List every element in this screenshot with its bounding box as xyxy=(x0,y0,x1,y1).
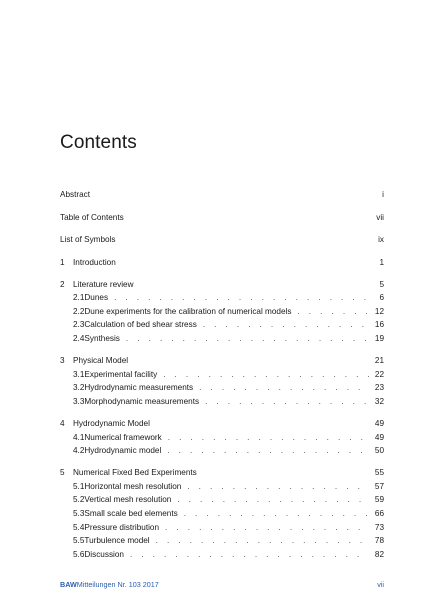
toc-section-label: Horizontal mesh resolution xyxy=(84,481,182,491)
toc-section-entry[interactable] xyxy=(60,332,384,345)
toc-gap xyxy=(60,458,384,467)
toc-front-matter-entry[interactable] xyxy=(60,188,384,201)
toc-dot-leader xyxy=(163,368,369,381)
toc-dot-leader xyxy=(187,480,369,493)
toc-section-label: Morphodynamic measurements xyxy=(84,396,200,406)
toc-section-page: 59 xyxy=(374,495,384,505)
toc-dot-leader xyxy=(184,507,369,520)
toc-section-page: 32 xyxy=(374,396,384,406)
toc-chapter-number: 5 xyxy=(60,468,65,478)
toc-front-matter-entry[interactable] xyxy=(60,211,384,224)
toc-section-number: 5.5 xyxy=(73,536,85,546)
toc-section-label: Discussion xyxy=(84,549,124,559)
toc-entry-page: i xyxy=(382,190,384,199)
toc-section-entry[interactable] xyxy=(60,548,384,561)
toc-entry-label: List of Symbols xyxy=(60,235,116,244)
toc-section-number: 3.1 xyxy=(73,369,85,379)
toc-section-label: Experimental facility xyxy=(84,369,158,379)
toc-section-page: 22 xyxy=(374,369,384,379)
toc-gap xyxy=(60,246,384,256)
toc-section-entry[interactable] xyxy=(60,368,384,381)
toc-section-label: Numerical framework xyxy=(84,432,162,442)
toc-chapter-label: Physical Model xyxy=(73,356,129,366)
toc-section-entry[interactable] xyxy=(60,507,384,520)
toc-section-number: 2.3 xyxy=(73,320,85,330)
toc-chapter-page: 5 xyxy=(379,279,384,289)
toc-chapter-entry[interactable] xyxy=(60,278,384,291)
toc-dot-leader xyxy=(177,493,369,506)
toc-section-entry[interactable] xyxy=(60,493,384,506)
toc-chapter-entry[interactable] xyxy=(60,466,384,479)
toc-dot-leader xyxy=(167,444,369,457)
toc-front-matter-entry[interactable] xyxy=(60,233,384,246)
footer-brand: BAW xyxy=(60,580,77,589)
toc-section-entry[interactable] xyxy=(60,480,384,493)
toc-entry-page: vii xyxy=(376,212,384,222)
toc-chapter-label: Introduction xyxy=(73,257,116,267)
page-title: Contents xyxy=(60,132,137,153)
toc-section-entry[interactable] xyxy=(60,305,384,318)
toc-section-page: 66 xyxy=(374,509,384,518)
toc-section-page: 57 xyxy=(374,481,384,491)
toc-section-entry[interactable] xyxy=(60,521,384,534)
toc-gap xyxy=(60,201,384,211)
toc-section-label: Dune experiments for the calibration of numerical models xyxy=(84,306,292,316)
toc-section-number: 5.2 xyxy=(73,495,85,505)
toc-chapter-number: 1 xyxy=(60,257,65,267)
toc-section-label: Synthesis xyxy=(84,333,120,343)
footer-page-number: vii xyxy=(377,580,384,589)
toc-dot-leader xyxy=(297,305,368,318)
toc-section-number: 5.4 xyxy=(73,522,85,532)
toc-chapter-page: 49 xyxy=(374,418,384,428)
toc-section-entry[interactable] xyxy=(60,534,384,547)
toc-section-label: Hydrodynamic model xyxy=(84,446,162,456)
toc-dot-leader xyxy=(114,291,373,304)
toc-gap xyxy=(60,408,384,417)
toc-chapter-label: Literature review xyxy=(73,279,134,289)
toc-section-number: 2.2 xyxy=(73,306,85,316)
toc-section-page: 16 xyxy=(374,320,384,330)
toc-section-page: 49 xyxy=(374,432,384,442)
toc-dot-leader xyxy=(199,381,369,394)
toc-section-page: 50 xyxy=(374,446,384,456)
toc-section-label: Turbulence model xyxy=(84,536,150,546)
toc-section-number: 2.4 xyxy=(73,333,85,343)
toc-chapter-entry[interactable] xyxy=(60,354,384,367)
toc-section-page: 6 xyxy=(379,293,384,303)
toc-section-label: Dunes xyxy=(84,293,109,303)
toc-section-page: 78 xyxy=(374,536,384,546)
toc-gap xyxy=(60,561,384,570)
toc-section-page: 23 xyxy=(374,383,384,393)
toc-chapter-number: 2 xyxy=(60,279,65,289)
toc-chapter-label: Hydrodynamic Model xyxy=(73,418,150,428)
toc-chapter-entry[interactable] xyxy=(60,256,384,269)
toc-dot-leader xyxy=(156,534,369,547)
toc-section-label: Pressure distribution xyxy=(84,522,160,532)
footer-publication xyxy=(60,580,159,589)
toc-section-label: Hydrodynamic measurements xyxy=(84,383,194,393)
toc-chapter-number: 3 xyxy=(60,356,65,366)
toc-section-number: 4.1 xyxy=(73,432,85,442)
toc-section-number: 3.3 xyxy=(73,396,85,406)
toc-chapter-entry[interactable] xyxy=(60,417,384,430)
toc-section-number: 2.1 xyxy=(73,293,85,303)
toc-section-entry[interactable] xyxy=(60,318,384,331)
toc-dot-leader xyxy=(203,318,369,331)
toc-section-number: 5.6 xyxy=(73,549,85,559)
toc-gap xyxy=(60,224,384,234)
footer-publication-text: Mitteilungen Nr. 103 2017 xyxy=(76,580,159,589)
toc-dot-leader xyxy=(130,548,369,561)
toc-section-label: Calculation of bed shear stress xyxy=(84,320,197,330)
toc-entry-label: Abstract xyxy=(60,190,91,199)
toc-dot-leader xyxy=(168,431,369,444)
toc-section-number: 5.1 xyxy=(73,481,85,491)
toc-section-number: 3.2 xyxy=(73,383,85,393)
toc-chapter-page: 1 xyxy=(379,257,384,267)
toc-chapter-page: 21 xyxy=(374,356,384,366)
page-footer xyxy=(60,580,384,589)
toc-entry-page: ix xyxy=(378,235,384,244)
toc-chapter-page: 55 xyxy=(374,468,384,478)
toc-dot-leader xyxy=(165,521,369,534)
toc-section-label: Small scale bed elements xyxy=(84,509,178,518)
toc-section-number: 4.2 xyxy=(73,446,85,456)
toc-section-entry[interactable] xyxy=(60,395,384,408)
table-of-contents xyxy=(60,188,384,570)
toc-dot-leader xyxy=(126,332,369,345)
toc-chapter-number: 4 xyxy=(60,418,65,428)
toc-section-page: 12 xyxy=(374,306,384,316)
toc-dot-leader xyxy=(205,395,369,408)
toc-section-page: 19 xyxy=(374,333,384,343)
toc-section-number: 5.3 xyxy=(73,509,85,518)
toc-section-entry[interactable] xyxy=(60,444,384,457)
toc-section-entry[interactable] xyxy=(60,381,384,394)
toc-section-page: 82 xyxy=(374,549,384,559)
toc-section-label: Vertical mesh resolution xyxy=(84,495,172,505)
toc-section-page: 73 xyxy=(374,522,384,532)
toc-section-entry[interactable] xyxy=(60,431,384,444)
toc-chapter-label: Numerical Fixed Bed Experiments xyxy=(73,468,197,478)
toc-section-entry[interactable] xyxy=(60,291,384,304)
toc-entry-label: Table of Contents xyxy=(60,212,124,222)
toc-gap xyxy=(60,346,384,355)
toc-gap xyxy=(60,269,384,278)
